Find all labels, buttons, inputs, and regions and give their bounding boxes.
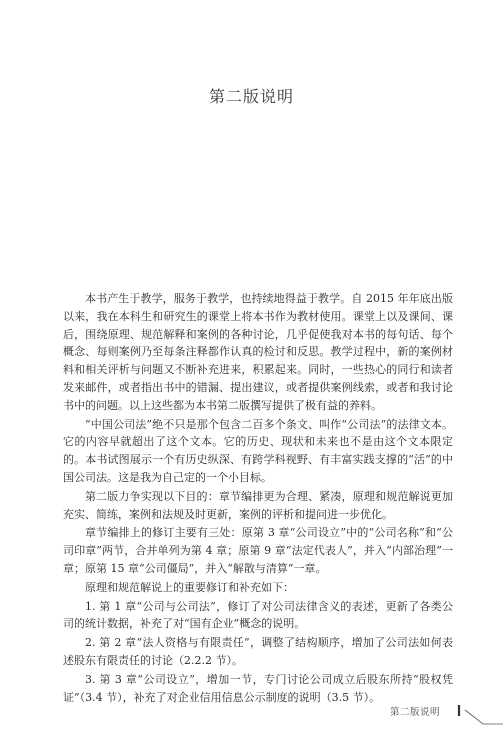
paragraph: 原理和规范解说上的重要修订和补充如下： bbox=[85, 580, 294, 594]
paragraph: 本书产生于教学，服务于教学，也持续地得益于教学。自 2015 年年底出版以来，我在本科生和研究生的课堂上将本书作为教材使用。课堂上以及课间、课后，围绕原理、规范解释和案例的各种讨论，几乎促使我对本书的每句话、每个概念、每则案例乃至每条注释都作认真的检讨和反思。教学过程中，新的案例材料和相关评析与问题又不断补充进来，积累起来。同时，一些热心的同行和读者发来邮件，或者指出书中的错漏、提出建议，或者提供案例线索，或者和我讨论书中的问题。以上这些都为本书第二版撰写提供了极有益的养料。 bbox=[63, 292, 453, 412]
body-text bbox=[63, 290, 453, 707]
paragraph: 3. 第 3 章“公司设立”，增加一节，专门讨论公司成立后股东所持“股权凭证”（3.4 节），补充了对企业信用信息公示制度的说明（3.5 节）。 bbox=[63, 672, 453, 704]
paragraph: 第二版力争实现以下目的：章节编排更为合理、紧凑，原理和规范解说更加充实、简练，案例和法规及时更新，案例的评析和提问进一步优化。 bbox=[63, 489, 453, 521]
page-title: 第二版说明 bbox=[208, 87, 294, 106]
footer-bracket-mark-icon bbox=[453, 704, 503, 728]
paragraph: 1. 第 1 章“公司与公司法”，修订了对公司法律含义的表述，更新了各类公司的统计数据，补充了对“国有企业”概念的说明。 bbox=[63, 599, 453, 631]
paragraph: “中国公司法”绝不只是那个包含二百多个条文、叫作“公司法”的法律文本。它的内容早就超出了这个文本。它的历史、现状和未来也不是由这个文本限定的。本书试图展示一个有历史纵深、有跨学科视野、有丰富实践支撑的“活”的中国公司法。这是我为自己定的一个小目标。 bbox=[63, 417, 453, 484]
paragraph: 2. 第 2 章“法人资格与有限责任”，调整了结构顺序，增加了公司法如何表述股东有限责任的讨论（2.2.2 节）。 bbox=[63, 636, 453, 667]
page-footer bbox=[0, 704, 503, 734]
paragraph: 章节编排上的修订主要有三处：原第 3 章“公司设立”中的“公司名称”和“公司印章”两节，合并单列为第 4 章；原第 9 章“法定代表人”，并入“内部治理”一章；原第 15 章“公司僵局”，并入“解散与清算”一章。 bbox=[63, 526, 453, 575]
running-footer-label: 第二版说明 bbox=[389, 707, 440, 718]
